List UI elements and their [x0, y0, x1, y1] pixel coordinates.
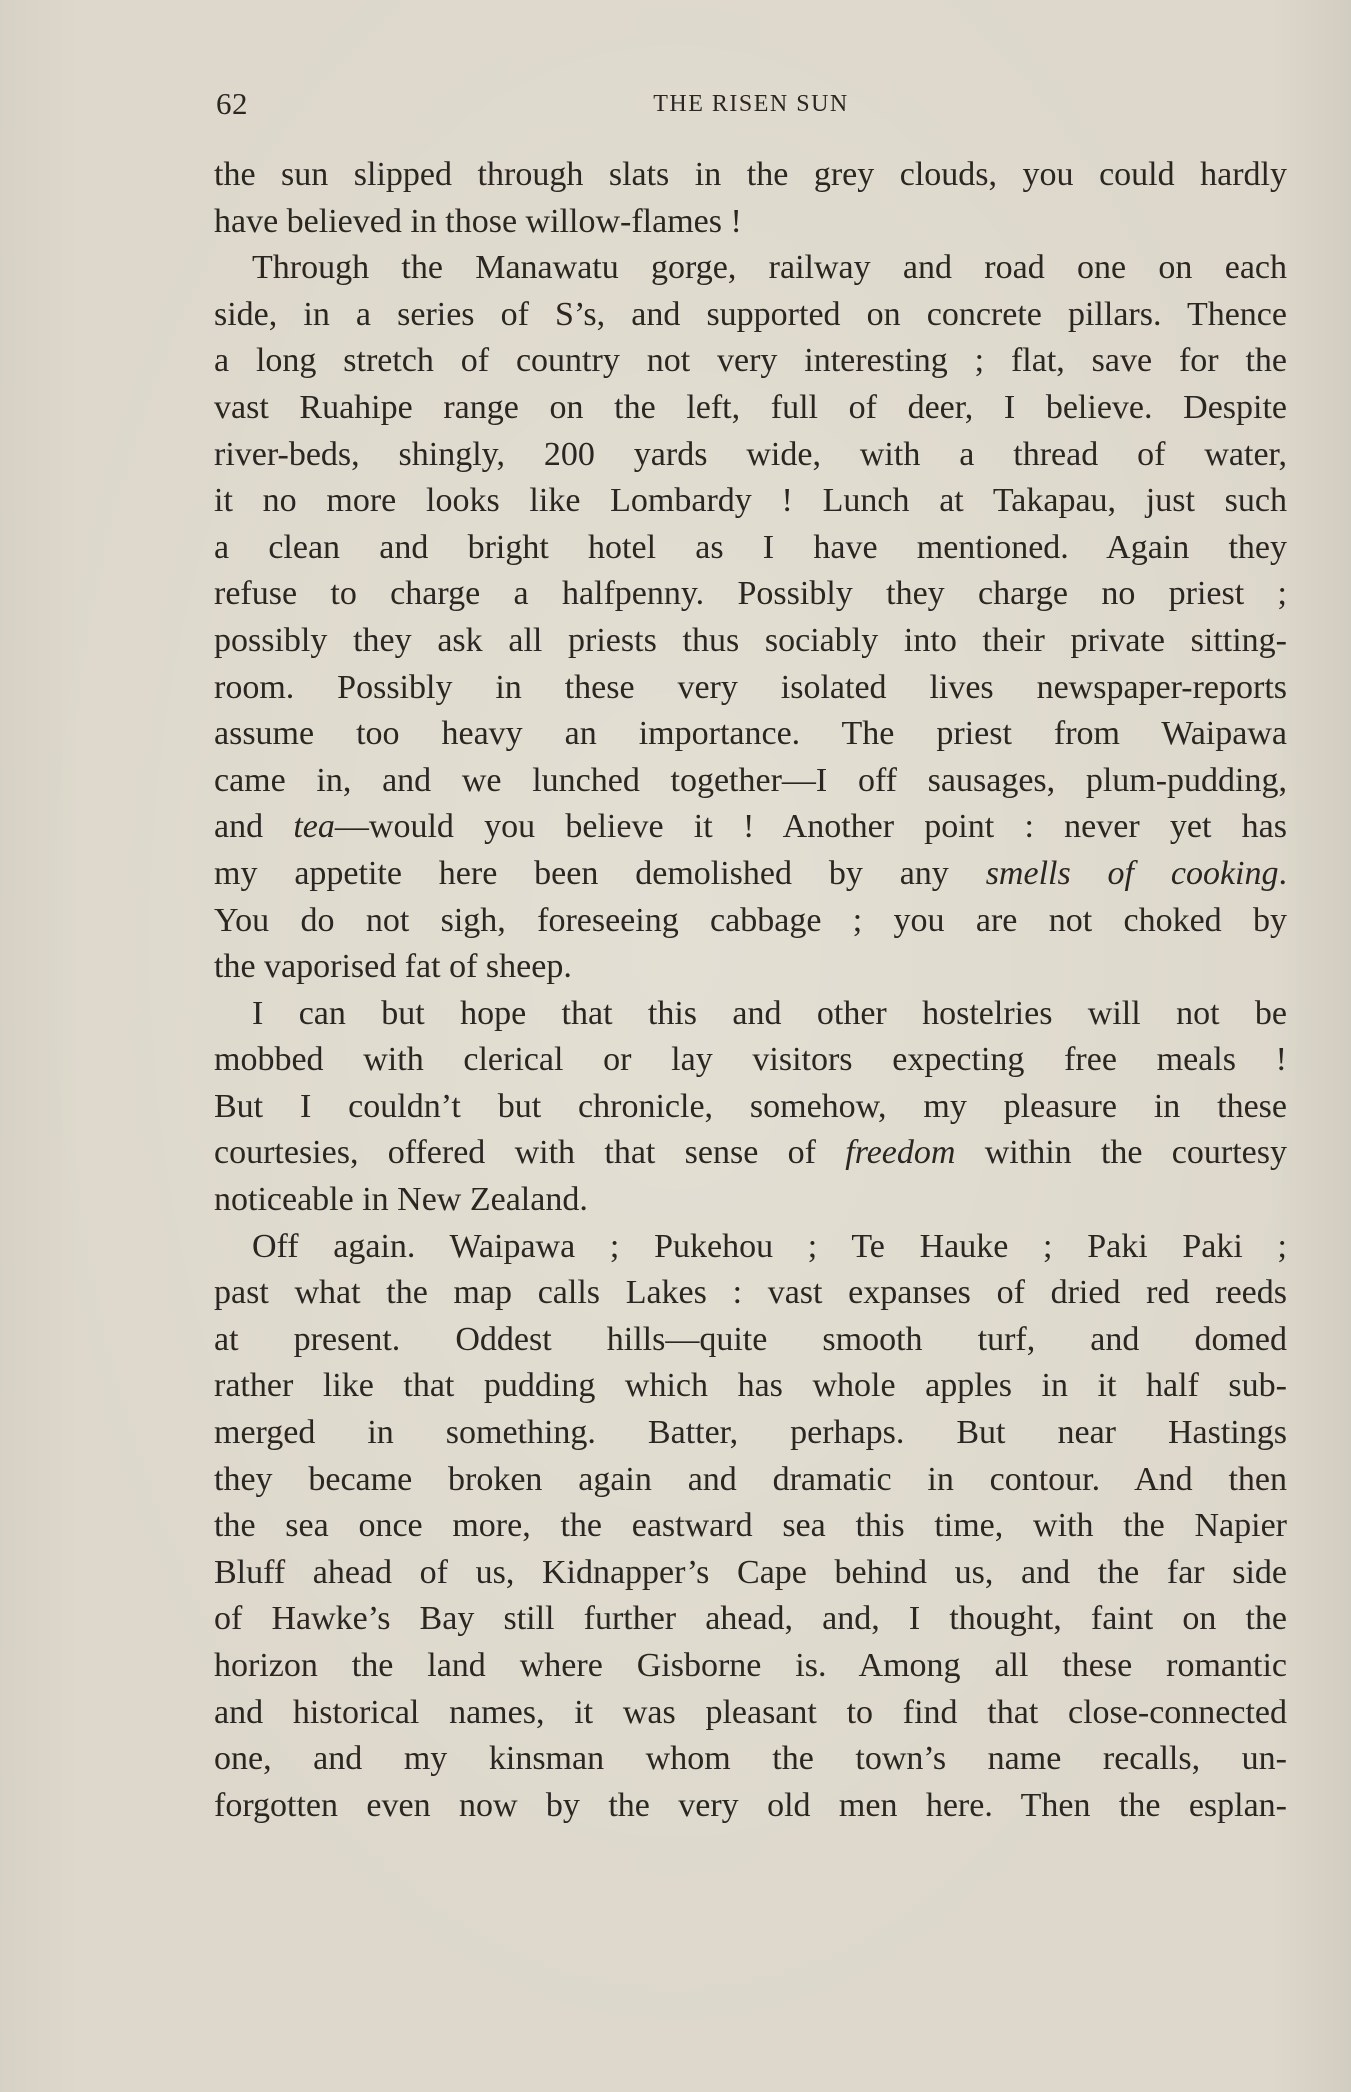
page-header	[216, 86, 1286, 126]
paragraph-3	[214, 991, 1287, 1224]
text-line: at present. Oddest hills—quite smooth turf, and domed	[214, 1320, 1287, 1358]
italic-text: tea	[293, 808, 335, 846]
text-line: You do not sigh, foreseeing cabbage ; you are not choked by	[214, 901, 1287, 939]
text-line	[214, 851, 1287, 898]
text-line: assume too heavy an importance. The priest from Waipawa	[214, 715, 1287, 753]
text-line: river-beds, shingly, 200 yards wide, with a thread of water,	[214, 435, 1287, 473]
italic-text: smells of cooking	[985, 854, 1279, 892]
text-line: the sea once more, the eastward sea this time, with the Napier	[214, 1507, 1287, 1545]
text-segment: courtesies, offered with that sense of	[214, 1134, 846, 1172]
running-head: THE RISEN SUN	[653, 91, 849, 117]
text-line: a long stretch of country not very interesting ; flat, save for the	[214, 342, 1287, 380]
text-line: But I couldn’t but chronicle, somehow, my pleasure in these	[214, 1087, 1287, 1125]
text-line: have believed in those willow-flames !	[214, 202, 742, 240]
text-line: came in, and we lunched together—I off sausages, plum-pudding,	[214, 761, 1287, 799]
paragraph-4	[214, 1224, 1287, 1830]
text-line: Off again. Waipawa ; Pukehou ; Te Hauke ; Paki Paki ;	[252, 1227, 1287, 1265]
text-segment: within the courtesy	[955, 1134, 1287, 1172]
text-line: a clean and bright hotel as I have mentioned. Again they	[214, 528, 1287, 566]
text-line: side, in a series of S’s, and supported on concrete pillars. Thence	[214, 295, 1287, 333]
text-line: past what the map calls Lakes : vast expanses of dried red reeds	[214, 1274, 1287, 1312]
text-line: rather like that pudding which has whole apples in it half sub-	[214, 1367, 1287, 1405]
text-line: merged in something. Batter, perhaps. But near Hastings	[214, 1414, 1287, 1452]
text-line: mobbed with clerical or lay visitors expecting free meals !	[214, 1041, 1287, 1079]
text-line: they became broken again and dramatic in contour. And then	[214, 1460, 1287, 1498]
text-line: vast Ruahipe range on the left, full of deer, I believe. Despite	[214, 388, 1287, 426]
text-line: I can but hope that this and other hostelries will not be	[252, 994, 1287, 1032]
text-segment: .	[1278, 854, 1288, 892]
text-line: refuse to charge a halfpenny. Possibly they charge no priest ;	[214, 575, 1287, 613]
text-line: one, and my kinsman whom the town’s name recalls, un-	[214, 1740, 1287, 1778]
text-line	[214, 1130, 1287, 1177]
text-line: and historical names, it was pleasant to find that close-connected	[214, 1693, 1287, 1731]
text-line: of Hawke’s Bay still further ahead, and, I thought, faint on the	[214, 1600, 1287, 1638]
body-text	[214, 152, 1287, 1829]
text-line: noticeable in New Zealand.	[214, 1181, 588, 1219]
text-line: forgotten even now by the very old men here. Then the esplan-	[214, 1786, 1287, 1824]
text-segment: and	[214, 808, 294, 846]
text-line: the vaporised fat of sheep.	[214, 948, 572, 986]
text-line: possibly they ask all priests thus sociably into their private sitting-	[214, 621, 1287, 659]
text-segment: —would you believe it ! Another point : never yet has	[334, 808, 1287, 846]
text-line: Through the Manawatu gorge, railway and road one on each	[252, 249, 1287, 287]
text-segment: my appetite here been demolished by any	[214, 854, 986, 892]
text-line: horizon the land where Gisborne is. Among all these romantic	[214, 1647, 1287, 1684]
italic-text: freedom	[845, 1134, 956, 1172]
paragraph-2	[214, 245, 1287, 991]
text-line: the sun slipped through slats in the grey clouds, you could hardly	[214, 156, 1287, 193]
text-line	[214, 804, 1287, 851]
page-number: 62	[216, 86, 248, 121]
text-line: room. Possibly in these very isolated lives newspaper-reports	[214, 668, 1287, 706]
paragraph-1	[214, 152, 1287, 245]
text-line: it no more looks like Lombardy ! Lunch at Takapau, just such	[214, 482, 1287, 520]
text-line: Bluff ahead of us, Kidnapper’s Cape behind us, and the far side	[214, 1553, 1287, 1591]
